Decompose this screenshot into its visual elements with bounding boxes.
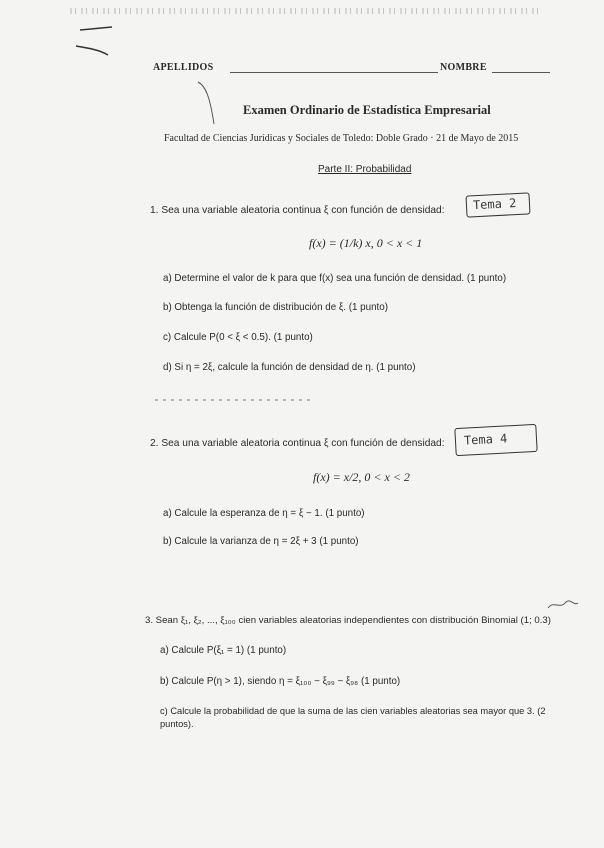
section-title: Parte II: Probabilidad xyxy=(318,164,412,175)
scan-noise xyxy=(70,8,540,14)
q3-item-b: b) Calcule P(η > 1), siendo η = ξ₁₀₀ − ξ₉₉ − ξ₉₈ (1 punto) xyxy=(160,676,401,687)
q1-item-a: a) Determine el valor de k para que f(x) sea una función de densidad. (1 punto) xyxy=(163,273,507,284)
q2-item-a: a) Calcule la esperanza de η = ξ − 1. (1 punto) xyxy=(163,508,365,519)
pen-mark xyxy=(196,78,226,128)
pen-scribble xyxy=(72,22,122,62)
apellidos-label: APELLIDOS xyxy=(153,62,214,73)
q1-statement: 1. Sea una variable aleatoria continua ξ con función de densidad: xyxy=(150,205,445,216)
exam-title: Examen Ordinario de Estadística Empresarial xyxy=(243,103,491,117)
nombre-field[interactable] xyxy=(492,72,550,73)
scan-noise-line xyxy=(155,399,315,401)
exam-subtitle: Facultad de Ciencias Jurídicas y Sociales de Toledo: Doble Grado · 21 de Mayo de 2015 xyxy=(164,133,519,144)
q1-formula: f(x) = (1/k) x, 0 < x < 1 xyxy=(309,236,423,250)
q1-item-b: b) Obtenga la función de distribución de ξ. (1 punto) xyxy=(163,302,388,313)
q1-item-d: d) Si η = 2ξ, calcule la función de densidad de η. (1 punto) xyxy=(163,362,416,373)
q2-statement: 2. Sea una variable aleatoria continua ξ con función de densidad: xyxy=(150,438,445,449)
q2-item-b: b) Calcule la varianza de η = 2ξ + 3 (1 punto) xyxy=(163,536,359,547)
q3-item-c-continued: puntos). xyxy=(160,719,194,729)
q3-item-a: a) Calcule P(ξ₁ = 1) (1 punto) xyxy=(160,645,287,656)
q1-item-c: c) Calcule P(0 < ξ < 0.5). (1 punto) xyxy=(163,332,313,343)
apellidos-field[interactable] xyxy=(230,72,438,73)
q3-item-c: c) Calcule la probabilidad de que la suma de las cien variables aleatorias sea mayor que 3. (2 xyxy=(160,706,546,716)
q3-statement: 3. Sean ξ₁, ξ₂, ..., ξ₁₀₀ cien variables aleatorias independientes con distribución Binomial (1; 0.3) xyxy=(145,615,551,626)
q1-tag-box xyxy=(465,192,530,217)
q2-handwritten-tag: Tema 4 xyxy=(463,431,508,448)
pen-scribble-2 xyxy=(546,598,580,612)
nombre-label: NOMBRE xyxy=(440,62,487,73)
q2-tag-box xyxy=(454,424,537,456)
q2-formula: f(x) = x/2, 0 < x < 2 xyxy=(313,470,410,484)
q1-handwritten-tag: Tema 2 xyxy=(472,196,517,213)
